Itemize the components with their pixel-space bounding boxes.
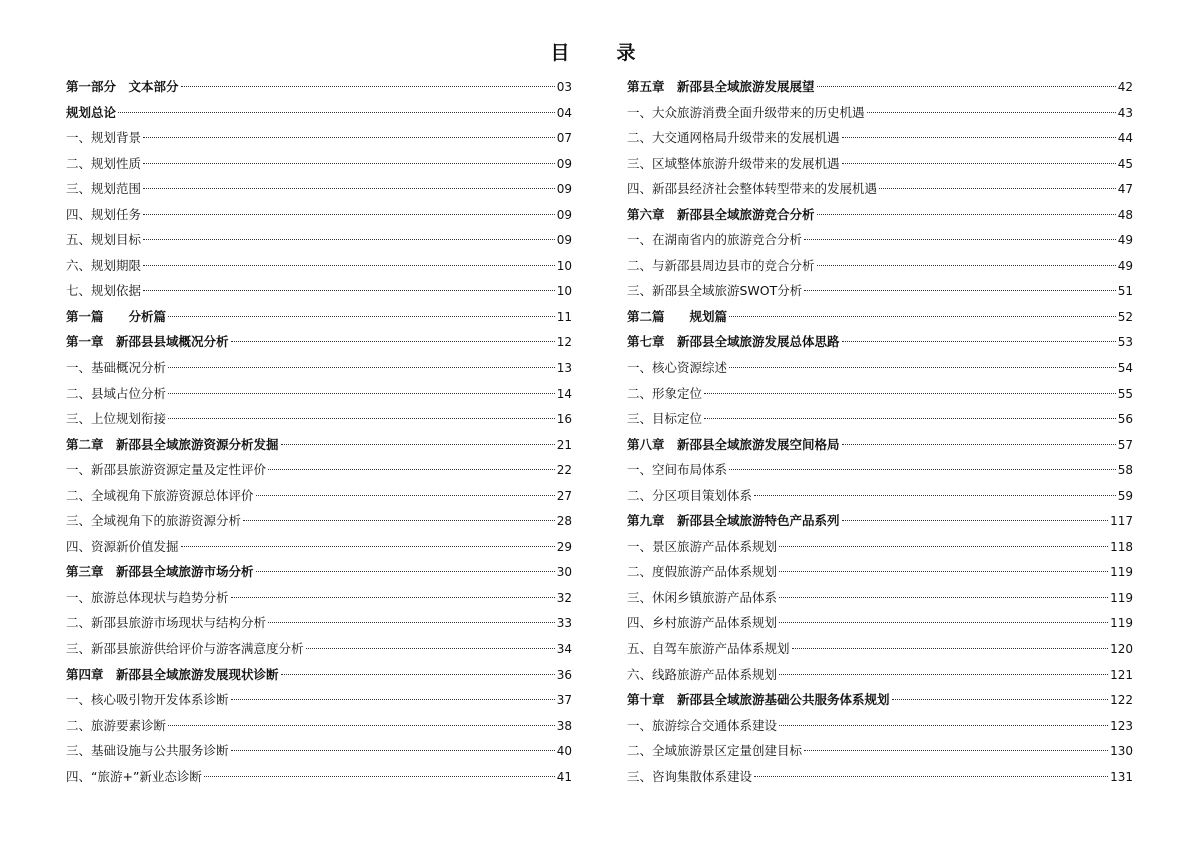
toc-entry[interactable] bbox=[627, 610, 1133, 636]
dot-leader bbox=[842, 444, 1116, 445]
dot-leader bbox=[181, 86, 555, 87]
toc-entry-text: 一、大众旅游消费全面升级带来的历史机遇 bbox=[627, 104, 865, 120]
toc-page-number: 22 bbox=[556, 463, 572, 478]
toc-entry[interactable] bbox=[627, 559, 1133, 585]
toc-entry[interactable] bbox=[627, 585, 1133, 611]
toc-entry[interactable] bbox=[66, 329, 572, 355]
toc-entry[interactable] bbox=[627, 738, 1133, 764]
toc-entry[interactable] bbox=[66, 74, 572, 100]
dot-leader bbox=[256, 495, 555, 496]
toc-heading-text: 第九章 新邵县全域旅游特色产品系列 bbox=[627, 513, 840, 529]
dot-leader bbox=[268, 469, 555, 470]
toc-entry[interactable] bbox=[627, 355, 1133, 381]
toc-entry-text: 七、规划依据 bbox=[66, 283, 142, 299]
toc-page-number: 121 bbox=[1110, 667, 1133, 682]
toc-entry-text: 一、空间布局体系 bbox=[627, 462, 728, 478]
dot-leader bbox=[231, 750, 555, 751]
toc-entry-text: 三、新邵县旅游供给评价与游客满意度分析 bbox=[66, 641, 304, 657]
toc-entry-text: 一、在湖南省内的旅游竞合分析 bbox=[627, 232, 803, 248]
toc-page-number: 12 bbox=[556, 335, 572, 350]
toc-entry[interactable] bbox=[627, 636, 1133, 662]
dot-leader bbox=[754, 776, 1108, 777]
toc-entry-text: 六、线路旅游产品体系规划 bbox=[627, 666, 778, 682]
toc-entry[interactable] bbox=[627, 713, 1133, 739]
toc-entry[interactable] bbox=[66, 406, 572, 432]
toc-page-number: 37 bbox=[556, 693, 572, 708]
toc-entry-text: 三、新邵县全域旅游SWOT分析 bbox=[627, 283, 803, 299]
toc-heading-text: 第四章 新邵县全域旅游发展现状诊断 bbox=[66, 666, 279, 682]
toc-heading-text: 第一部分 文本部分 bbox=[66, 79, 179, 94]
toc-entry[interactable] bbox=[627, 381, 1133, 407]
dot-leader bbox=[281, 674, 555, 675]
dot-leader bbox=[817, 265, 1116, 266]
page-title: 目 录 bbox=[550, 42, 650, 64]
toc-page-number: 33 bbox=[556, 616, 572, 631]
toc-heading-text: 第二篇 规划篇 bbox=[627, 308, 728, 324]
toc-entry-text: 二、与新邵县周边县市的竞合分析 bbox=[627, 257, 815, 273]
toc-page-number: 10 bbox=[556, 258, 572, 273]
toc-entry[interactable] bbox=[66, 713, 572, 739]
toc-page-number: 38 bbox=[556, 718, 572, 733]
toc-entry[interactable] bbox=[627, 662, 1133, 688]
dot-leader bbox=[168, 367, 555, 368]
toc-page-number: 118 bbox=[1110, 539, 1133, 554]
toc-heading-text: 第三章 新邵县全域旅游市场分析 bbox=[66, 564, 254, 580]
toc-heading-text: 第八章 新邵县全域旅游发展空间格局 bbox=[627, 436, 840, 452]
toc-page-number: 131 bbox=[1110, 769, 1133, 784]
toc-entry-text: 三、区域整体旅游升级带来的发展机遇 bbox=[627, 155, 840, 171]
toc-heading-text: 第二章 新邵县全域旅游资源分析发掘 bbox=[66, 436, 279, 452]
dot-leader bbox=[306, 648, 555, 649]
dot-leader bbox=[729, 367, 1116, 368]
dot-leader bbox=[729, 469, 1116, 470]
toc-page-number: 54 bbox=[1117, 361, 1133, 376]
dot-leader bbox=[704, 418, 1116, 419]
toc-entry-text: 三、基础设施与公共服务诊断 bbox=[66, 743, 229, 759]
toc-page-number: 16 bbox=[556, 412, 572, 427]
dot-leader bbox=[168, 316, 555, 317]
toc-page-number: 117 bbox=[1110, 514, 1133, 529]
dot-leader bbox=[168, 393, 555, 394]
toc-entry[interactable] bbox=[627, 304, 1133, 330]
toc-page-number: 28 bbox=[556, 514, 572, 529]
toc-entry[interactable] bbox=[66, 125, 572, 151]
toc-page-number: 119 bbox=[1110, 616, 1133, 631]
toc-page-number: 57 bbox=[1117, 437, 1133, 452]
toc-page-number: 48 bbox=[1117, 207, 1133, 222]
dot-leader bbox=[729, 316, 1116, 317]
toc-page-number: 21 bbox=[556, 437, 572, 452]
toc-heading-text: 第七章 新邵县全域旅游发展总体思路 bbox=[627, 334, 840, 350]
dot-leader bbox=[143, 290, 555, 291]
toc-entry[interactable] bbox=[627, 100, 1133, 126]
dot-leader bbox=[779, 622, 1108, 623]
toc-page-number: 10 bbox=[556, 284, 572, 299]
dot-leader bbox=[754, 495, 1116, 496]
toc-entry[interactable] bbox=[627, 406, 1133, 432]
toc-entry-text: 一、旅游总体现状与趋势分析 bbox=[66, 589, 229, 605]
toc-page-number: 52 bbox=[1117, 309, 1133, 324]
toc-page-number: 40 bbox=[556, 744, 572, 759]
toc-entry-text: 三、规划范围 bbox=[66, 181, 142, 197]
toc-entry-text: 一、规划背景 bbox=[66, 130, 142, 146]
dot-leader bbox=[879, 188, 1116, 189]
toc-entry-text: 三、休闲乡镇旅游产品体系 bbox=[627, 589, 778, 605]
dot-leader bbox=[779, 597, 1108, 598]
toc-page-number: 04 bbox=[556, 105, 572, 120]
dot-leader bbox=[143, 137, 555, 138]
toc-entry-text: 三、目标定位 bbox=[627, 411, 703, 427]
toc-entry-text: 一、基础概况分析 bbox=[66, 360, 167, 376]
toc-heading-text: 第六章 新邵县全域旅游竞合分析 bbox=[627, 206, 815, 222]
dot-leader bbox=[792, 648, 1109, 649]
toc-entry-text: 二、全域旅游景区定量创建目标 bbox=[627, 743, 803, 759]
dot-leader bbox=[143, 265, 555, 266]
toc-entry-text: 二、规划性质 bbox=[66, 155, 142, 171]
toc-entry[interactable] bbox=[627, 278, 1133, 304]
toc-entry[interactable] bbox=[627, 764, 1133, 790]
toc-entry[interactable] bbox=[66, 100, 572, 126]
toc-entry[interactable] bbox=[627, 202, 1133, 228]
toc-page-number: 30 bbox=[556, 565, 572, 580]
toc-entry[interactable] bbox=[66, 176, 572, 202]
toc-heading-text: 规划总论 bbox=[66, 104, 117, 120]
toc-entry[interactable] bbox=[66, 738, 572, 764]
toc-entry[interactable] bbox=[66, 381, 572, 407]
dot-leader bbox=[168, 725, 555, 726]
toc-entry-text: 四、规划任务 bbox=[66, 206, 142, 222]
toc-entry[interactable] bbox=[627, 151, 1133, 177]
toc-entry-text: 三、上位规划衔接 bbox=[66, 411, 167, 427]
toc-entry-text: 二、度假旅游产品体系规划 bbox=[627, 564, 778, 580]
toc-heading-text: 第一篇 分析篇 bbox=[66, 308, 167, 324]
dot-leader bbox=[817, 214, 1116, 215]
toc-entry[interactable] bbox=[66, 636, 572, 662]
dot-leader bbox=[256, 571, 555, 572]
toc-entry-text: 三、咨询集散体系建设 bbox=[627, 768, 753, 784]
toc-entry-text: 五、自驾车旅游产品体系规划 bbox=[627, 641, 790, 657]
toc-page-number: 119 bbox=[1110, 565, 1133, 580]
dot-leader bbox=[704, 393, 1116, 394]
toc-page-number: 42 bbox=[1117, 80, 1133, 94]
toc-entry[interactable] bbox=[66, 432, 572, 458]
toc-entry[interactable] bbox=[66, 764, 572, 790]
toc-page-number: 32 bbox=[556, 590, 572, 605]
dot-leader bbox=[143, 239, 555, 240]
toc-page-number: 09 bbox=[556, 156, 572, 171]
toc-page-number: 49 bbox=[1117, 233, 1133, 248]
dot-leader bbox=[842, 137, 1116, 138]
toc-entry-text: 四、新邵县经济社会整体转型带来的发展机遇 bbox=[627, 181, 878, 197]
toc-left-column bbox=[66, 74, 572, 789]
toc-entry-text: 一、旅游综合交通体系建设 bbox=[627, 717, 778, 733]
toc-entry[interactable] bbox=[66, 610, 572, 636]
toc-page-number: 56 bbox=[1117, 412, 1133, 427]
toc-heading-text: 第一章 新邵县县域概况分析 bbox=[66, 334, 229, 350]
dot-leader bbox=[817, 86, 1116, 87]
toc-page-number: 09 bbox=[556, 207, 572, 222]
dot-leader bbox=[867, 112, 1116, 113]
toc-entry-text: 一、景区旅游产品体系规划 bbox=[627, 538, 778, 554]
toc-page-number: 123 bbox=[1110, 718, 1133, 733]
dot-leader bbox=[779, 546, 1108, 547]
dot-leader bbox=[281, 444, 555, 445]
toc-entry-text: 四、“旅游+”新业态诊断 bbox=[66, 768, 202, 784]
toc-entry[interactable] bbox=[66, 253, 572, 279]
toc-entry[interactable] bbox=[627, 74, 1133, 100]
toc-page-number: 59 bbox=[1117, 488, 1133, 503]
toc-entry[interactable] bbox=[66, 202, 572, 228]
dot-leader bbox=[842, 341, 1116, 342]
toc-page-number: 03 bbox=[556, 80, 572, 94]
toc-page-number: 122 bbox=[1110, 693, 1133, 708]
dot-leader bbox=[231, 341, 555, 342]
toc-entry[interactable] bbox=[66, 534, 572, 560]
toc-entry[interactable] bbox=[66, 457, 572, 483]
toc-page-number: 29 bbox=[556, 539, 572, 554]
toc-entry[interactable] bbox=[627, 534, 1133, 560]
dot-leader bbox=[804, 239, 1116, 240]
dot-leader bbox=[804, 290, 1115, 291]
toc-page-number: 130 bbox=[1110, 744, 1133, 759]
toc-entry-text: 二、形象定位 bbox=[627, 385, 703, 401]
toc-entry[interactable] bbox=[66, 483, 572, 509]
toc-page-number: 34 bbox=[556, 642, 572, 657]
dot-leader bbox=[268, 622, 555, 623]
toc-page-number: 120 bbox=[1110, 642, 1133, 657]
dot-leader bbox=[118, 112, 555, 113]
toc-heading-text: 第十章 新邵县全域旅游基础公共服务体系规划 bbox=[627, 692, 890, 708]
toc-entry-text: 二、新邵县旅游市场现状与结构分析 bbox=[66, 615, 267, 631]
toc-entry-text: 四、资源新价值发掘 bbox=[66, 538, 179, 554]
toc-entry[interactable] bbox=[627, 227, 1133, 253]
toc-entry[interactable] bbox=[627, 457, 1133, 483]
toc-entry[interactable] bbox=[66, 508, 572, 534]
dot-leader bbox=[143, 188, 555, 189]
toc-entry-text: 二、旅游要素诊断 bbox=[66, 717, 167, 733]
toc-entry[interactable] bbox=[627, 432, 1133, 458]
toc-page-number: 11 bbox=[556, 309, 572, 324]
toc-page-number: 58 bbox=[1117, 463, 1133, 478]
toc-entry[interactable] bbox=[66, 355, 572, 381]
dot-leader bbox=[181, 546, 555, 547]
toc-page-number: 14 bbox=[556, 386, 572, 401]
toc-page-number: 45 bbox=[1117, 156, 1133, 171]
toc-entry[interactable] bbox=[66, 151, 572, 177]
toc-page-number: 44 bbox=[1117, 131, 1133, 146]
toc-entry[interactable] bbox=[627, 253, 1133, 279]
toc-right-column bbox=[627, 74, 1133, 789]
toc-entry[interactable] bbox=[66, 585, 572, 611]
dot-leader bbox=[204, 776, 555, 777]
toc-entry-text: 一、新邵县旅游资源定量及定性评价 bbox=[66, 462, 267, 478]
toc-entry[interactable] bbox=[627, 329, 1133, 355]
toc-entry-text: 二、全域视角下旅游资源总体评价 bbox=[66, 487, 254, 503]
toc-entry[interactable] bbox=[66, 278, 572, 304]
toc-entry-text: 三、全域视角下的旅游资源分析 bbox=[66, 513, 242, 529]
toc-page-number: 119 bbox=[1110, 590, 1133, 605]
toc-page-number: 49 bbox=[1117, 258, 1133, 273]
toc-page-number: 53 bbox=[1117, 335, 1133, 350]
toc-entry-text: 二、县域占位分析 bbox=[66, 385, 167, 401]
dot-leader bbox=[143, 163, 555, 164]
dot-leader bbox=[243, 520, 555, 521]
toc-entry-text: 二、分区项目策划体系 bbox=[627, 487, 753, 503]
dot-leader bbox=[842, 163, 1116, 164]
toc-entry-text: 一、核心吸引物开发体系诊断 bbox=[66, 692, 229, 708]
toc-heading-text: 第五章 新邵县全域旅游发展展望 bbox=[627, 79, 815, 94]
dot-leader bbox=[231, 597, 555, 598]
toc-entry-text: 一、核心资源综述 bbox=[627, 360, 728, 376]
toc-page-number: 55 bbox=[1117, 386, 1133, 401]
toc-entry[interactable] bbox=[66, 227, 572, 253]
toc-page-number: 13 bbox=[556, 361, 572, 376]
toc-page-number: 07 bbox=[556, 131, 572, 146]
dot-leader bbox=[892, 699, 1109, 700]
dot-leader bbox=[168, 418, 555, 419]
toc-page-number: 36 bbox=[556, 667, 572, 682]
toc-entry[interactable] bbox=[627, 176, 1133, 202]
toc-page-number: 27 bbox=[556, 488, 572, 503]
toc-entry-text: 四、乡村旅游产品体系规划 bbox=[627, 615, 778, 631]
dot-leader bbox=[779, 725, 1108, 726]
dot-leader bbox=[231, 699, 555, 700]
toc-entry[interactable] bbox=[66, 304, 572, 330]
toc-page-number: 47 bbox=[1117, 182, 1133, 197]
toc-entry-text: 二、大交通网格局升级带来的发展机遇 bbox=[627, 130, 840, 146]
toc-page-number: 43 bbox=[1117, 105, 1133, 120]
toc-entry[interactable] bbox=[66, 687, 572, 713]
toc-page-number: 09 bbox=[556, 182, 572, 197]
dot-leader bbox=[143, 214, 555, 215]
dot-leader bbox=[779, 674, 1108, 675]
toc-page-number: 51 bbox=[1117, 284, 1133, 299]
toc-entry[interactable] bbox=[627, 687, 1133, 713]
toc-entry-text: 六、规划期限 bbox=[66, 257, 142, 273]
toc-entry[interactable] bbox=[66, 559, 572, 585]
toc-entry-text: 五、规划目标 bbox=[66, 232, 142, 248]
toc-page-number: 41 bbox=[556, 769, 572, 784]
toc-entry[interactable] bbox=[66, 662, 572, 688]
dot-leader bbox=[842, 520, 1109, 521]
toc-entry[interactable] bbox=[627, 483, 1133, 509]
dot-leader bbox=[804, 750, 1108, 751]
toc-page-number: 09 bbox=[556, 233, 572, 248]
dot-leader bbox=[779, 571, 1108, 572]
toc-entry[interactable] bbox=[627, 508, 1133, 534]
toc-entry[interactable] bbox=[627, 125, 1133, 151]
